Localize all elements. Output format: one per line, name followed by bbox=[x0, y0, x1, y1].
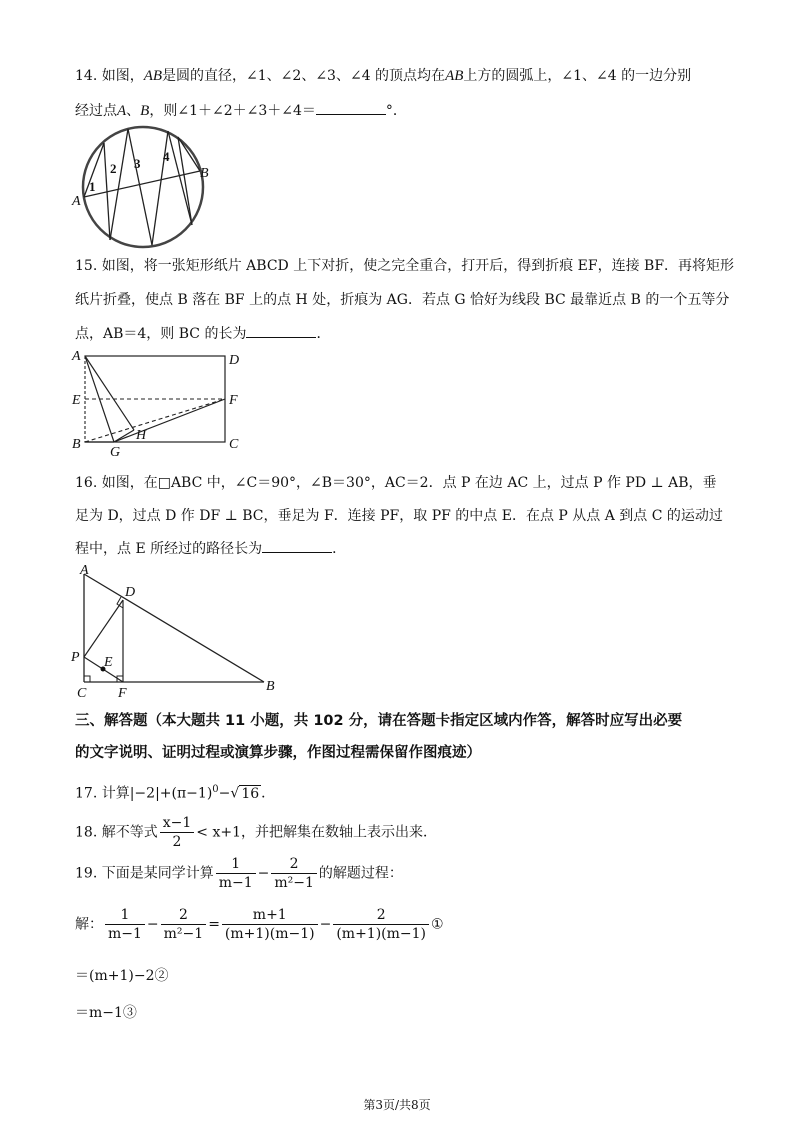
label-B: B bbox=[266, 679, 275, 694]
label-A: A bbox=[72, 194, 81, 209]
angle-2: 2 bbox=[110, 161, 117, 176]
q16-line2: 足为 D，过点 D 作 DF ⊥ BC，垂足为 F．连接 PF，取 PF 的中点 E．在点 P 从点 A 到点 C 的运动过 bbox=[75, 508, 723, 524]
label-P: P bbox=[71, 650, 80, 665]
label-G: G bbox=[110, 445, 121, 459]
answer-blank-q14[interactable] bbox=[316, 100, 386, 115]
label-B: B bbox=[200, 166, 209, 181]
q19-intro: 19. 下面是某同学计算 $\frac{1}{m-1}$ − $\frac{2}{\text{m²−1}}$ 的解题过程： bbox=[75, 856, 403, 891]
answer-blank-q15[interactable] bbox=[246, 323, 316, 338]
label-D: D bbox=[229, 353, 240, 368]
q16-line3: 程中，点 E 所经过的路径长为 ． bbox=[75, 538, 346, 559]
section3-heading-line2: 的文字说明、证明过程或演算步骤，作图过程需保留作图痕迹） bbox=[75, 745, 481, 761]
q14-line2: 经过点A、B，则∠1＋∠2＋∠3＋∠4＝ °． bbox=[75, 100, 407, 121]
q18: 18. 解不等式 $\frac{x-1}{2}$ < x+1，并把解集在数轴上表示出来． bbox=[75, 815, 437, 850]
angle-4: 4 bbox=[163, 149, 170, 164]
label-C: C bbox=[229, 437, 239, 452]
section3-heading-line1: 三、解答题（本大题共 11 小题，共 102 分，请在答题卡指定区域内作答，解答时应写出必要 bbox=[75, 713, 683, 729]
label-H: H bbox=[136, 428, 147, 443]
q15-line2: 纸片折叠，使点 B 落在 BF 上的点 H 处，折痕为 AG．若点 G 恰好为线段 BC 最靠近点 B 的一个五等分 bbox=[75, 292, 730, 308]
label-E: E bbox=[104, 655, 113, 670]
q19-step3: ＝m−1③ bbox=[75, 1005, 137, 1021]
label-A: A bbox=[72, 349, 81, 364]
label-B: B bbox=[72, 437, 81, 452]
label-A: A bbox=[80, 563, 89, 578]
q16-triangle-figure bbox=[66, 560, 286, 700]
label-E: E bbox=[72, 393, 81, 408]
label-F: F bbox=[118, 686, 127, 700]
q19-step2: ＝(m+1)−2② bbox=[75, 968, 169, 984]
label-C: C bbox=[77, 686, 87, 700]
q15-line3: 点，AB＝4，则 BC 的长为 ． bbox=[75, 323, 330, 344]
q15-line1: 15. 如图，将一张矩形纸片 ABCD 上下对折，使之完全重合，打开后，得到折痕 EF，连接 BF．再将矩形 bbox=[75, 258, 735, 274]
label-D: D bbox=[125, 585, 136, 600]
q14-circle-figure bbox=[70, 125, 220, 250]
q14-line1: 14. 如图，AB是圆的直径，∠1、∠2、∠3、∠4 的顶点均在AB上方的圆弧上，∠1、∠4 的一边分别 bbox=[75, 68, 692, 84]
angle-3: 3 bbox=[134, 156, 141, 171]
page-footer: 第3页/共8页 bbox=[363, 1098, 431, 1112]
angle-1: 1 bbox=[89, 179, 96, 194]
q17: 17. 计算$|-2|+(\pi-1)^0-√$ 16 ． bbox=[75, 784, 276, 802]
q15-rectangle-figure bbox=[66, 344, 246, 459]
answer-blank-q16[interactable] bbox=[262, 538, 332, 553]
label-F: F bbox=[229, 393, 238, 408]
q19-step1: 解： $\frac{1}{m-1}$ − $\frac{2}{\text{m²−1}}$ = $\frac{m+1}{(m+1)(m-1)}$ − $\frac{2}{(m+1)(m-1)}$ ① bbox=[75, 907, 444, 942]
q16-line1: 16. 如图，在□ABC 中，∠C＝90°，∠B＝30°，AC＝2．点 P 在边 AC 上，过点 P 作 PD ⊥ AB，垂 bbox=[75, 475, 717, 491]
